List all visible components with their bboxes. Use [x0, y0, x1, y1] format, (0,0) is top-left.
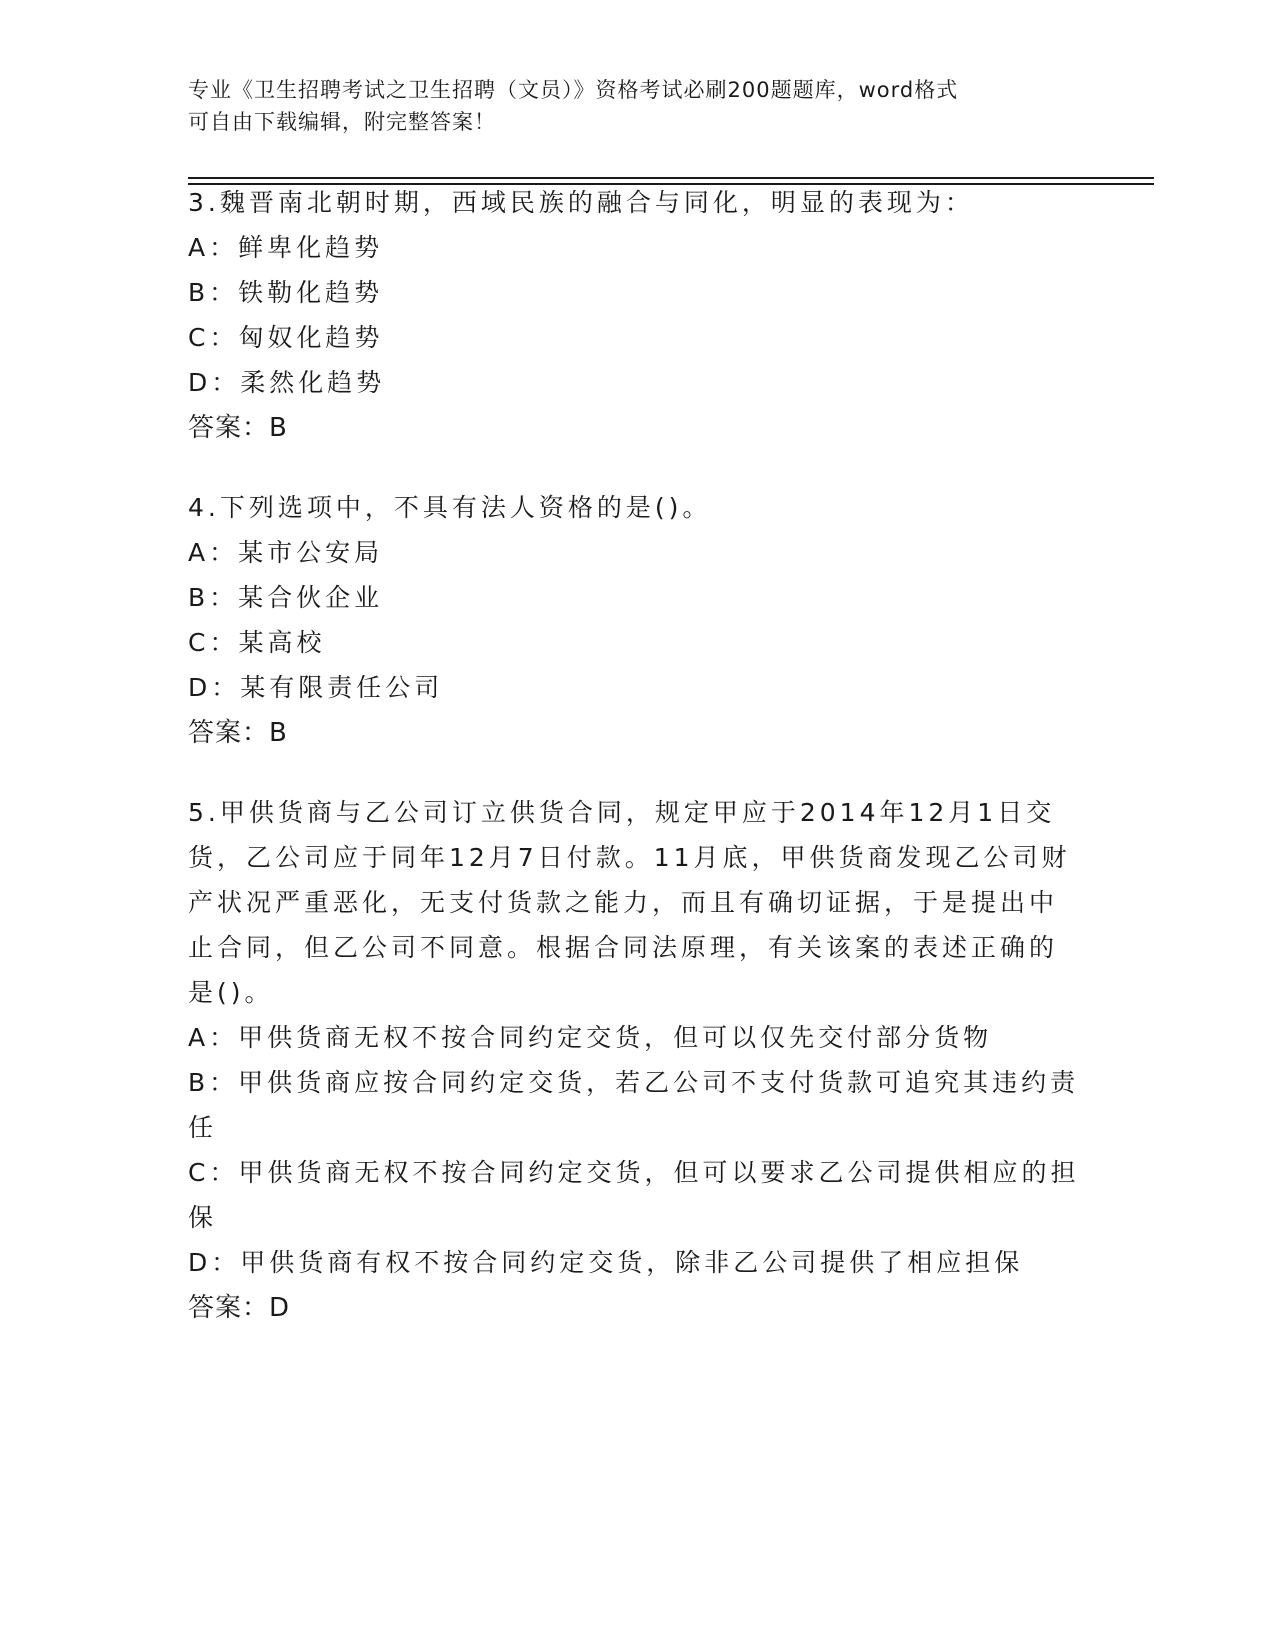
option-b-continued: 任: [188, 1113, 218, 1142]
option-a: A：甲供货商无权不按合同约定交货，但可以仅先交付部分货物: [188, 1023, 993, 1052]
option-c-continued: 保: [188, 1203, 218, 1232]
question-4: [188, 485, 1088, 756]
question-stem: 4.下列选项中，不具有法人资格的是()。: [188, 493, 712, 522]
answer-label: 答案：B: [188, 413, 288, 443]
option-b: B：甲供货商应按合同约定交货，若乙公司不支付货款可追究其违约责: [188, 1068, 1080, 1097]
document-header: [188, 74, 1068, 138]
answer-label: 答案：B: [188, 718, 288, 748]
option-d: D：甲供货商有权不按合同约定交货，除非乙公司提供了相应担保: [188, 1248, 1024, 1277]
question-3: [188, 180, 1088, 451]
question-stem-line: 5.甲供货商与乙公司订立供货合同，规定甲应于2014年12月1日交: [188, 798, 1056, 827]
option-b: B：某合伙企业: [188, 583, 384, 612]
question-stem-line: 产状况严重恶化，无支付货款之能力，而且有确切证据，于是提出中: [188, 888, 1059, 917]
option-b: B：铁勒化趋势: [188, 278, 384, 307]
option-a: A：某市公安局: [188, 538, 384, 567]
header-divider-top: [188, 177, 1154, 179]
question-5: [188, 790, 1088, 1331]
option-c: C：匈奴化趋势: [188, 323, 384, 352]
question-stem-line: 是()。: [188, 978, 274, 1007]
question-stem-line: 止合同，但乙公司不同意。根据合同法原理，有关该案的表述正确的: [188, 933, 1059, 962]
option-c: C：某高校: [188, 628, 326, 657]
question-stem-line: 货，乙公司应于同年12月7日付款。11月底，甲供货商发现乙公司财: [188, 843, 1071, 872]
question-stem: 3.魏晋南北朝时期，西域民族的融合与同化，明显的表现为：: [188, 188, 974, 217]
header-line-2: 可自由下载编辑，附完整答案！: [188, 110, 496, 134]
option-c: C：甲供货商无权不按合同约定交货，但可以要求乙公司提供相应的担: [188, 1158, 1080, 1187]
option-a: A：鲜卑化趋势: [188, 233, 384, 262]
option-d: D：某有限责任公司: [188, 673, 444, 702]
header-line-1: 专业《卫生招聘考试之卫生招聘（文员）》资格考试必刷200题题库，word格式: [188, 78, 959, 102]
option-d: D：柔然化趋势: [188, 368, 386, 397]
answer-label: 答案：D: [188, 1293, 291, 1323]
